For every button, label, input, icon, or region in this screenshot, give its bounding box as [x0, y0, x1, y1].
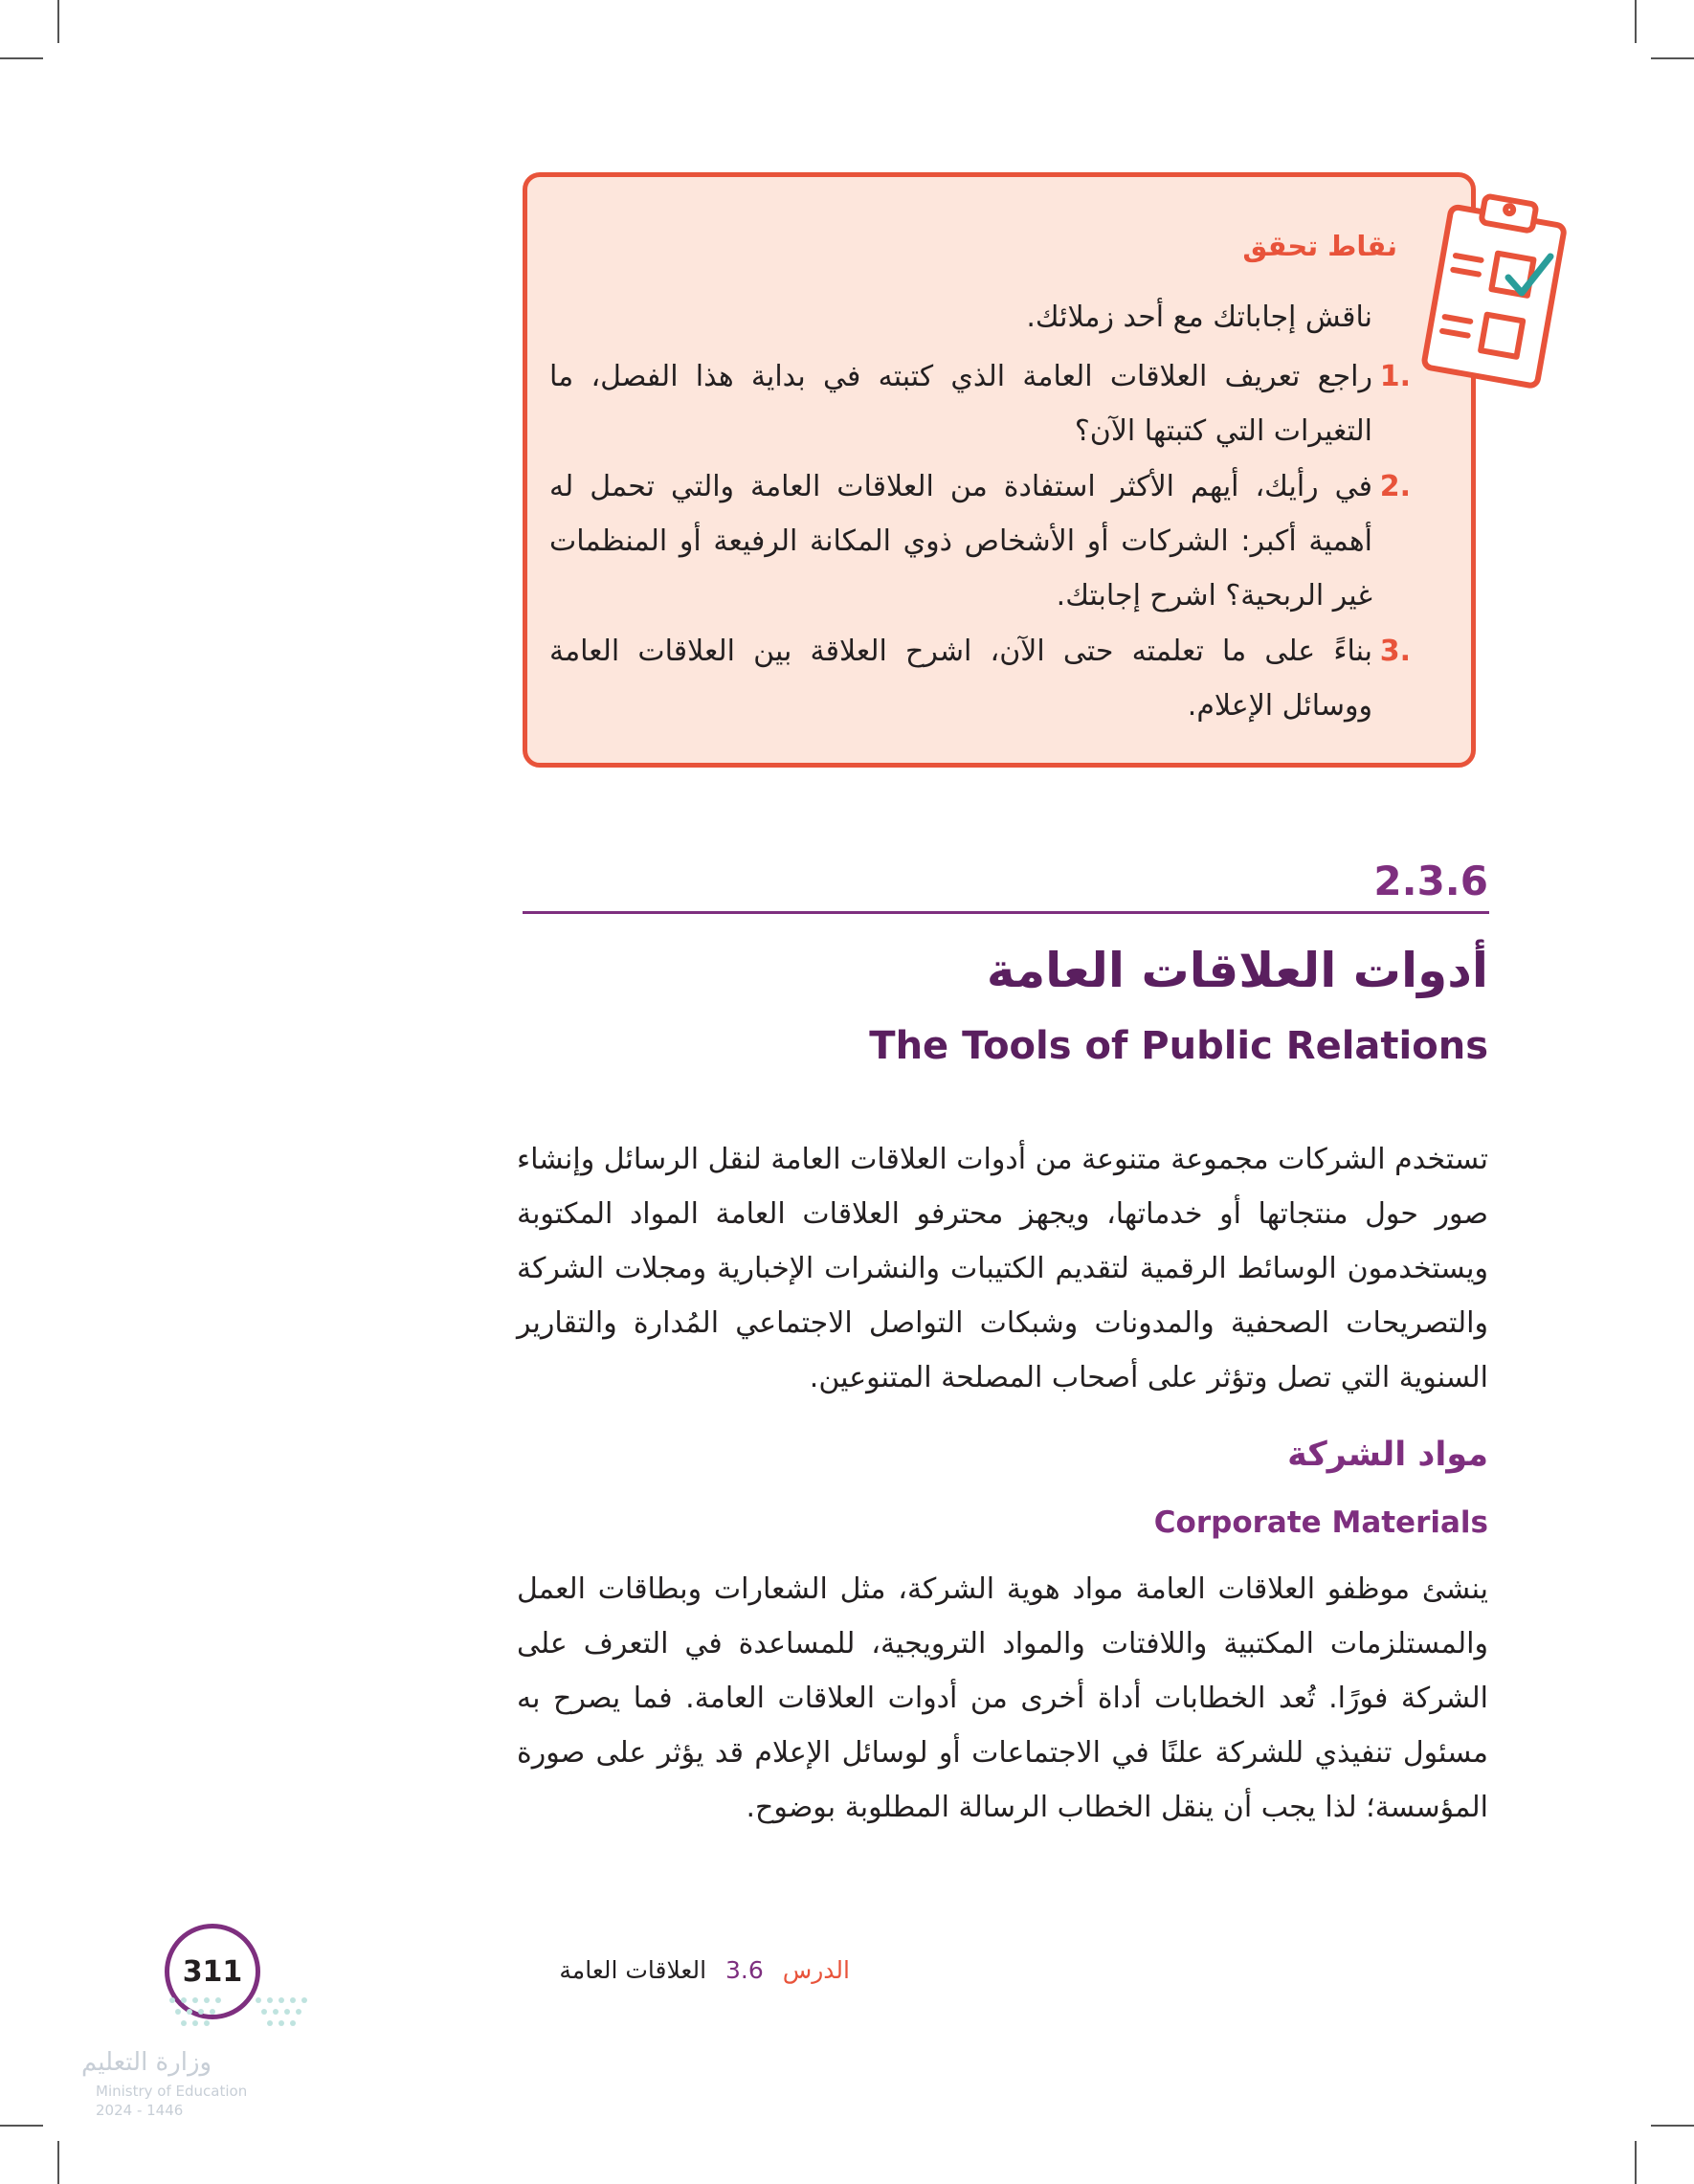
- item-number: 2.: [1379, 470, 1411, 503]
- section-paragraph: تستخدم الشركات مجموعة متنوعة من أدوات العلاقات العامة لنقل الرسائل وإنشاء صور حول منتجاتها أو خدماتها، ويجهز محترفو العلاقات العامة المواد المكتوبة ويستخدمون الوسائط الرقمية لتقديم الكتيبات والنشرات الإخبارية ومجلات الشركة والتصريحات الصحفية والمدونات وشبكات التواصل الاجتماعي المُدارة والتقارير السنوية التي تصل وتؤثر على أصحاب المصلحة المتنوعين.: [517, 1143, 1488, 1394]
- ministry-logo-english: Ministry of Education: [96, 2083, 248, 2100]
- crop-mark: [57, 2141, 59, 2184]
- item-text: راجع تعريف العلاقات العامة الذي كتبته في بداية هذا الفصل، ما التغيرات التي كتبتها الآن؟: [549, 360, 1372, 448]
- crop-mark: [1651, 57, 1694, 59]
- subsection-title-english: Corporate Materials: [1153, 1505, 1488, 1540]
- item-number: 1.: [1379, 360, 1411, 393]
- checkpoint-item: [549, 459, 1411, 623]
- item-text: بناءً على ما تعلمته حتى الآن، اشرح العلاقة بين العلاقات العامة ووسائل الإعلام.: [549, 635, 1372, 723]
- crop-mark: [57, 0, 59, 43]
- subsection-title-arabic: مواد الشركة: [1287, 1436, 1488, 1474]
- section-number: 2.3.6: [1373, 858, 1488, 904]
- section-title-arabic: أدوات العلاقات العامة: [986, 943, 1488, 998]
- section-title-english: The Tools of Public Relations: [869, 1024, 1488, 1068]
- ministry-logo-years: 2024 - 1446: [96, 2102, 184, 2119]
- subsection-paragraph: ينشئ موظفو العلاقات العامة مواد هوية الشركة، مثل الشعارات وبطاقات العمل والمستلزمات المكتبية واللافتات والمواد الترويجية، للمساعدة في التعرف على الشركة فورًا. تُعد الخطابات أداة أخرى من أدوات العلاقات العامة. فما يصرح به مسئول تنفيذي للشركة علنًا في الاجتماعات أو لوسائل الإعلام قد يؤثر على صورة المؤسسة؛ لذا يجب أن ينقل الخطاب الرسالة المطلوبة بوضوح.: [517, 1572, 1488, 1824]
- crop-mark: [0, 2125, 43, 2127]
- checkpoints-title: نقاط تحقق: [1242, 230, 1397, 262]
- crop-mark: [1635, 0, 1637, 43]
- checkpoints-intro: ناقش إجاباتك مع أحد زملائك.: [1026, 301, 1372, 334]
- item-text: في رأيك، أيهم الأكثر استفادة من العلاقات العامة والتي تحمل له أهمية أكبر: الشركات أو الأشخاص ذوي المكانة الرفيعة أو المنظمات غير الربحية؟ اشرح إجابتك.: [549, 470, 1372, 613]
- crop-mark: [0, 57, 43, 59]
- footer-lesson-number: 3.6: [725, 1956, 764, 1984]
- ministry-logo-arabic: وزارة التعليم: [81, 2048, 212, 2077]
- item-number: 3.: [1379, 635, 1411, 668]
- section-divider: [523, 911, 1489, 914]
- page-number: 311: [165, 1924, 260, 2019]
- ministry-logo-dots-icon: [163, 1991, 316, 2043]
- checkpoint-item: [549, 349, 1411, 458]
- footer-lesson: [559, 1956, 850, 1984]
- footer-lesson-title: العلاقات العامة: [559, 1956, 707, 1984]
- footer-lesson-label: الدرس: [782, 1956, 850, 1984]
- crop-mark: [1651, 2125, 1694, 2127]
- crop-mark: [1635, 2141, 1637, 2184]
- clipboard-checklist-icon: [1416, 172, 1575, 412]
- checkpoint-item: [549, 624, 1411, 733]
